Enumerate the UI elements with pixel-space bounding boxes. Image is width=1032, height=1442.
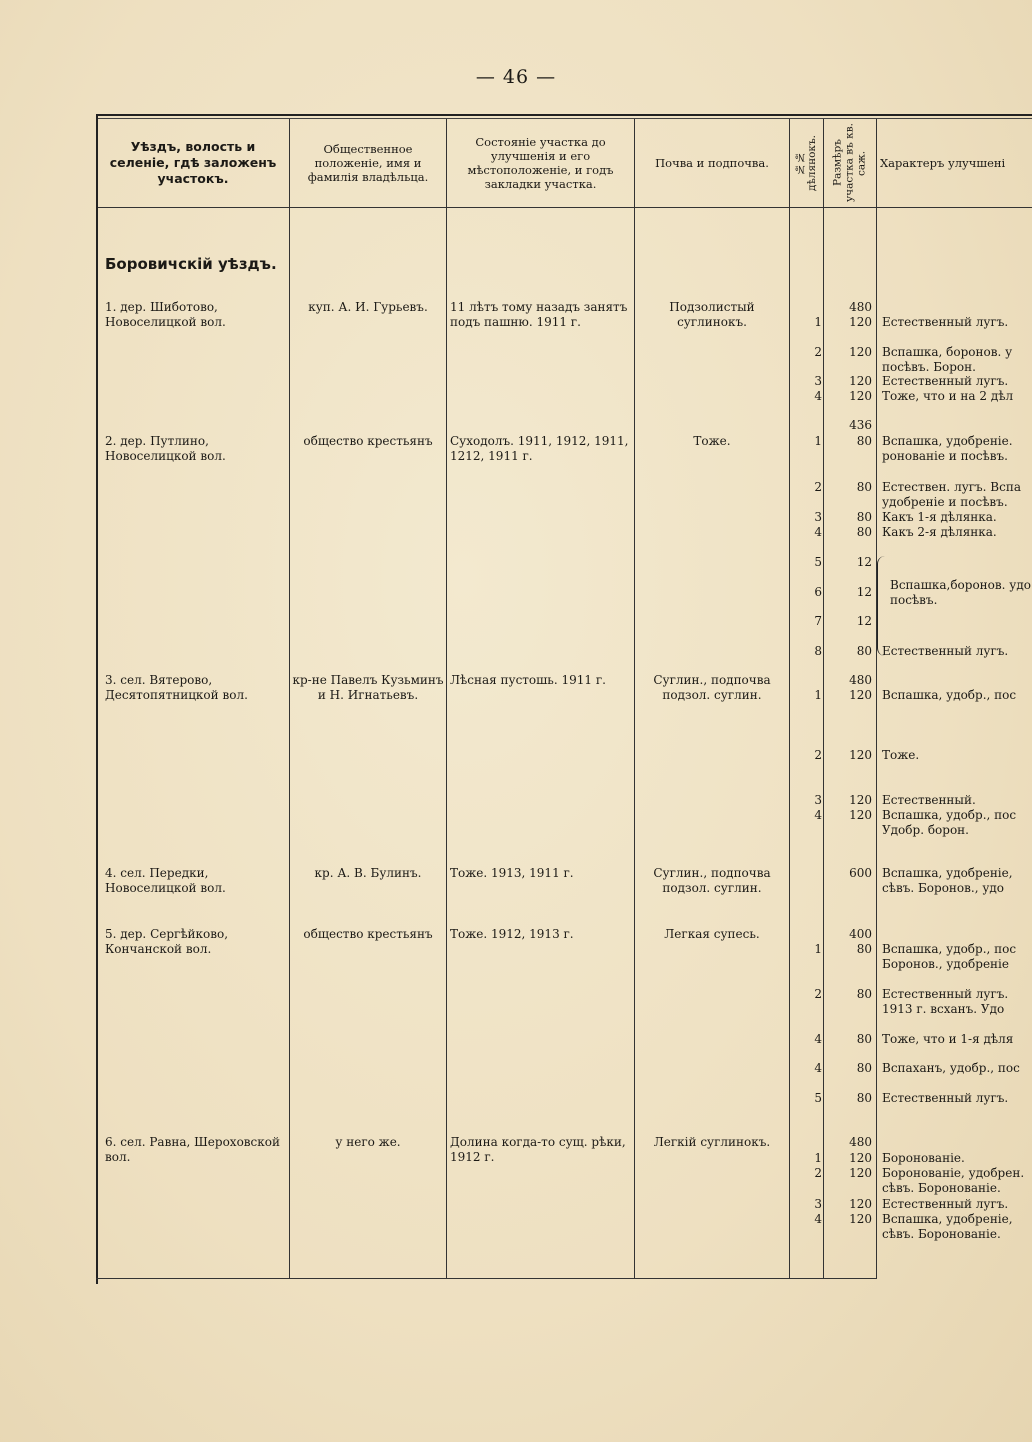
entry-owner: у него же. bbox=[335, 1135, 401, 1149]
plot-size: 12 bbox=[856, 585, 872, 599]
entry-soil: Подзолистый суглинокъ. bbox=[669, 300, 755, 329]
plot-number: 7 bbox=[814, 614, 822, 628]
entry-soil: Легкая супесь. bbox=[664, 927, 760, 941]
plot-size: 120 bbox=[849, 1151, 872, 1165]
plot-character: Какъ 2-я дѣлянка. bbox=[882, 525, 997, 539]
entry-total-size: 480 bbox=[849, 673, 872, 687]
entry-place: 5. дер. Сергѣйково, Кончанской вол. bbox=[105, 927, 229, 956]
plot-size: 120 bbox=[849, 808, 872, 822]
plot-number: 2 bbox=[814, 987, 822, 1001]
plot-character: Вспашка,боронов. удо посѣвъ. bbox=[890, 578, 1031, 607]
page-number: — 46 — bbox=[475, 66, 557, 88]
plot-size: 600 bbox=[849, 866, 872, 880]
plot-character: Тоже. bbox=[882, 748, 920, 762]
plot-number: 4 bbox=[814, 525, 822, 539]
entry-total-size: 400 bbox=[849, 927, 872, 941]
grouping-brace bbox=[877, 556, 886, 656]
plot-character: Какъ 1-я дѣлянка. bbox=[882, 510, 997, 524]
plot-number: 1 bbox=[814, 434, 822, 448]
entry-state: Лѣсная пустошь. 1911 г. bbox=[450, 673, 606, 687]
entry-soil: Тоже. bbox=[693, 434, 731, 448]
plot-character: Боронованіе, удобрен. сѣвъ. Боронованіе. bbox=[882, 1166, 1025, 1195]
plot-size: 80 bbox=[856, 644, 872, 658]
plot-character: Вспашка, удобреніе. ронованіе и посѣвъ. bbox=[882, 434, 1013, 463]
entry-place: 2. дер. Путлино, Новоселицкой вол. bbox=[105, 434, 226, 463]
plot-size: 120 bbox=[849, 315, 872, 329]
entry-soil: Суглин., подпочва подзол. суглин. bbox=[653, 866, 771, 895]
plot-character: Вспаханъ, удобр., пос bbox=[882, 1061, 1020, 1075]
plot-number: 3 bbox=[814, 510, 822, 524]
plot-number: 5 bbox=[814, 1091, 822, 1105]
table-left-border bbox=[96, 114, 98, 1284]
plot-size: 80 bbox=[856, 510, 872, 524]
plot-number: 1 bbox=[814, 1151, 822, 1165]
entry-owner: общество крестьянъ bbox=[303, 927, 433, 941]
table-top-rule bbox=[96, 114, 1032, 116]
header-character: Характеръ улучшені bbox=[880, 156, 1006, 170]
plot-character: Естественный лугъ. bbox=[882, 1091, 1009, 1105]
plot-character: Естественный лугъ. bbox=[882, 1197, 1009, 1211]
plot-number: 4 bbox=[814, 808, 822, 822]
plot-size: 80 bbox=[856, 987, 872, 1001]
plot-size: 120 bbox=[849, 1166, 872, 1180]
plot-number: 1 bbox=[814, 688, 822, 702]
entry-state: 11 лѣтъ тому назадъ занятъ подъ пашню. 1911 г. bbox=[450, 300, 628, 329]
column-divider bbox=[876, 119, 877, 1279]
plot-size: 120 bbox=[849, 1212, 872, 1226]
plot-character: Естественный. bbox=[882, 793, 976, 807]
plot-number: 2 bbox=[814, 1166, 822, 1180]
plot-character: Вспашка, удобреніе, сѣвъ. Боронов., удо bbox=[882, 866, 1013, 895]
entry-owner: куп. А. И. Гурьевъ. bbox=[308, 300, 428, 314]
plot-character: Тоже, что и 1-я дѣля bbox=[882, 1032, 1014, 1046]
plot-character: Вспашка, удобр., пос Удобр. борон. bbox=[882, 808, 1017, 837]
plot-number: 2 bbox=[814, 480, 822, 494]
plot-number: 2 bbox=[814, 345, 822, 359]
column-divider bbox=[446, 119, 447, 1279]
entry-place: 6. сел. Равна, Шероховской вол. bbox=[105, 1135, 280, 1164]
plot-character: Естествен. лугъ. Вспа удобреніе и посѣвъ. bbox=[882, 480, 1021, 509]
section-title: Боровичскій уѣздъ. bbox=[105, 255, 277, 273]
header-state: Состояніе участка до улучшенія и его мѣстоположеніе, и годъ закладки участка. bbox=[467, 135, 614, 191]
entry-total-size: 436 bbox=[849, 418, 872, 432]
plot-character: Естественный лугъ. bbox=[882, 644, 1009, 658]
column-divider bbox=[289, 119, 290, 1279]
plot-number: 1 bbox=[814, 315, 822, 329]
entry-soil: Суглин., подпочва подзол. суглин. bbox=[653, 673, 771, 702]
plot-size: 12 bbox=[856, 555, 872, 569]
plot-character: Естественный лугъ. bbox=[882, 315, 1009, 329]
header-size: Размѣръ участка въ кв. саж. bbox=[831, 123, 868, 203]
plot-size: 80 bbox=[856, 480, 872, 494]
entry-owner: кр. А. В. Булинъ. bbox=[314, 866, 422, 880]
plot-size: 120 bbox=[849, 688, 872, 702]
plot-number: 3 bbox=[814, 793, 822, 807]
plot-number: 4 bbox=[814, 389, 822, 403]
entry-place: 4. сел. Передки, Новоселицкой вол. bbox=[105, 866, 226, 895]
entry-state: Тоже. 1913, 1911 г. bbox=[450, 866, 574, 880]
plot-size: 120 bbox=[849, 748, 872, 762]
plot-number: 4 bbox=[814, 1061, 822, 1075]
plot-character: Вспашка, удобр., пос bbox=[882, 688, 1017, 702]
table-bottom-rule bbox=[96, 1278, 876, 1279]
entry-total-size: 480 bbox=[849, 300, 872, 314]
plot-size: 120 bbox=[849, 793, 872, 807]
header-owner: Общественное положеніе, имя и фамилія владѣльца. bbox=[307, 142, 429, 184]
plot-size: 80 bbox=[856, 434, 872, 448]
entry-state: Тоже. 1912, 1913 г. bbox=[450, 927, 574, 941]
entry-owner: кр-не Павелъ Кузьминъ и Н. Игнатьевъ. bbox=[292, 673, 444, 702]
plot-number: 8 bbox=[814, 644, 822, 658]
plot-character: Тоже, что и на 2 дѣл bbox=[882, 389, 1014, 403]
plot-size: 80 bbox=[856, 525, 872, 539]
entry-soil: Легкій суглинокъ. bbox=[653, 1135, 771, 1149]
table-top-rule-inner bbox=[96, 118, 1032, 119]
plot-size: 120 bbox=[849, 389, 872, 403]
plot-character: Вспашка, удобр., пос Боронов., удобреніе bbox=[882, 942, 1017, 971]
header-soil: Почва и подпочва. bbox=[655, 156, 769, 170]
column-divider bbox=[634, 119, 635, 1279]
plot-size: 80 bbox=[856, 1091, 872, 1105]
entry-state: Суходолъ. 1911, 1912, 1911, 1212, 1911 г. bbox=[450, 434, 629, 463]
plot-number: 6 bbox=[814, 585, 822, 599]
plot-size: 120 bbox=[849, 374, 872, 388]
plot-number: 1 bbox=[814, 942, 822, 956]
plot-size: 80 bbox=[856, 942, 872, 956]
plot-size: 120 bbox=[849, 345, 872, 359]
entry-place: 1. дер. Шиботово, Новоселицкой вол. bbox=[105, 300, 226, 329]
plot-character: Вспашка, боронов. у посѣвъ. Борон. bbox=[882, 345, 1013, 374]
entry-place: 3. сел. Вятерово, Десятопятницкой вол. bbox=[105, 673, 248, 702]
plot-character: Боронованіе. bbox=[882, 1151, 965, 1165]
header-plots: №№ дѣлянокъ. bbox=[794, 135, 818, 191]
entry-state: Долина когда-то сущ. рѣки, 1912 г. bbox=[450, 1135, 626, 1164]
header-bottom-rule bbox=[96, 207, 1032, 208]
plot-number: 3 bbox=[814, 1197, 822, 1211]
plot-size: 80 bbox=[856, 1061, 872, 1075]
plot-character: Естественный лугъ. 1913 г. всханъ. Удо bbox=[882, 987, 1009, 1016]
plot-number: 3 bbox=[814, 374, 822, 388]
entry-total-size: 480 bbox=[849, 1135, 872, 1149]
plot-number: 5 bbox=[814, 555, 822, 569]
plot-number: 2 bbox=[814, 748, 822, 762]
header-district: Уѣздъ, волость и селеніе, гдѣ заложенъ участокъ. bbox=[109, 139, 277, 186]
plot-size: 80 bbox=[856, 1032, 872, 1046]
plot-number: 4 bbox=[814, 1212, 822, 1226]
plot-character: Естественный лугъ. bbox=[882, 374, 1009, 388]
plot-number: 4 bbox=[814, 1032, 822, 1046]
entry-owner: общество крестьянъ bbox=[303, 434, 433, 448]
plot-size: 120 bbox=[849, 1197, 872, 1211]
plot-character: Вспашка, удобреніе, сѣвъ. Боронованіе. bbox=[882, 1212, 1013, 1241]
plot-size: 12 bbox=[856, 614, 872, 628]
